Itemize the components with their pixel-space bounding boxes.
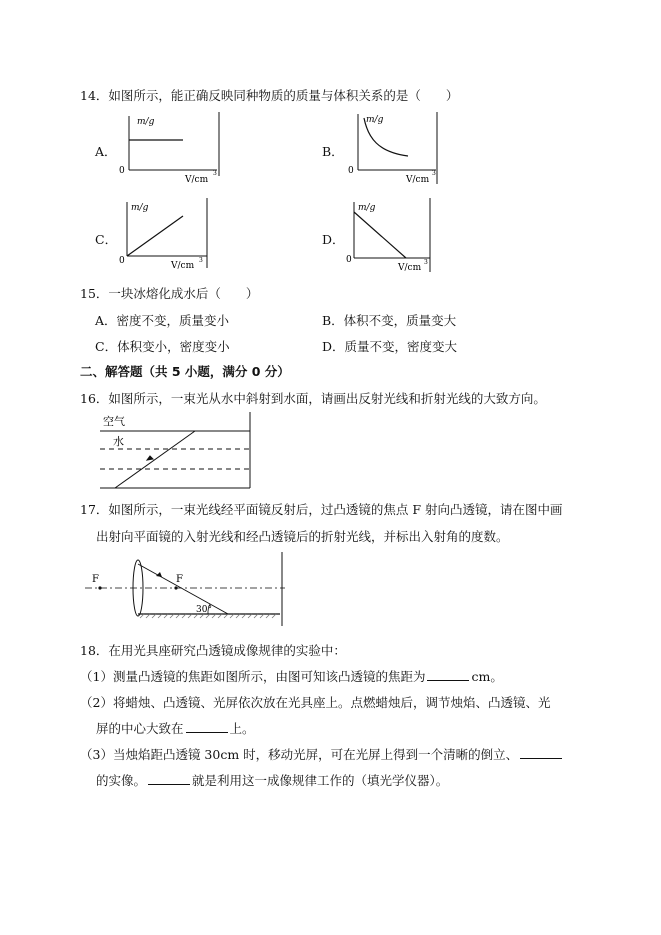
- graph-d-line: [354, 212, 406, 258]
- graph-d-y-label: m/g: [358, 203, 376, 213]
- graph-d: [344, 196, 444, 276]
- question-16-stem: 16．如图所示，一束光从水中斜射到水面，请画出反射光线和折射光线的大致方向。: [80, 391, 546, 406]
- graph-c-y-label: m/g: [131, 203, 149, 213]
- water-surface-diagram: [95, 410, 255, 490]
- q18-part1-text-b: cm。: [471, 669, 503, 684]
- graph-c: [115, 196, 215, 276]
- graph-d-origin: 0: [346, 255, 352, 265]
- lens-mirror-diagram: [80, 550, 290, 630]
- q15-option-a: A．密度不变，质量变小: [95, 313, 230, 328]
- q15-option-d: D．质量不变，密度变大: [322, 339, 458, 354]
- q18-part3-line2: [96, 771, 448, 789]
- graph-c-x-sup: 3: [199, 257, 203, 264]
- q18-part2-line1: （2）将蜡烛、凸透镜、光屏依次放在光具座上。点燃蜡烛后，调节烛焰、凸透镜、光: [80, 695, 551, 710]
- focus-right-label: F: [176, 574, 183, 585]
- graph-d-x-label: V/cm: [398, 263, 422, 273]
- air-label: 空气: [103, 415, 125, 428]
- graph-b-origin: 0: [348, 166, 354, 176]
- option-c-label: C．: [95, 232, 118, 247]
- graph-c-x-label: V/cm: [171, 261, 195, 271]
- q18-part2-text-c: 上。: [229, 721, 255, 736]
- angle-label: 30°: [196, 605, 212, 615]
- water-label: 水: [113, 435, 124, 448]
- graph-a-x-sup: 3: [213, 170, 217, 177]
- q18-part3-text-c: 就是利用这一成像规律工作的（填光学仪器）。: [192, 773, 449, 788]
- q18-part1: [80, 667, 503, 685]
- q18-part2-line2: [96, 719, 255, 737]
- graph-c-origin: 0: [119, 256, 125, 266]
- question-14-stem: 14．如图所示，能正确反映同种物质的质量与体积关系的是（ ）: [80, 88, 459, 103]
- q15-option-b: B．体积不变，质量变大: [322, 313, 457, 328]
- reflected-ray: [138, 564, 228, 614]
- focus-left-label: F: [92, 574, 99, 585]
- option-d-label: D．: [322, 232, 345, 247]
- graph-b-x-sup: 3: [432, 170, 436, 177]
- graph-c-line: [127, 216, 183, 256]
- q18-blank-2[interactable]: [186, 731, 228, 733]
- ray-arrow: [147, 456, 153, 460]
- question-18-stem: 18．在用光具座研究凸透镜成像规律的实验中：: [80, 643, 346, 658]
- graph-a-origin: 0: [119, 166, 125, 176]
- q18-part3-text-a: （3）当烛焰距凸透镜 30cm 时，移动光屏，可在光屏上得到一个清晰的倒立、: [80, 747, 519, 762]
- graph-b-y-label: m/g: [366, 115, 384, 125]
- q18-blank-4[interactable]: [148, 783, 190, 785]
- section-title: 二、解答题（共 5 小题，满分 0 分）: [80, 364, 290, 379]
- question-17-line2: 出射向平面镜的入射光线和经凸透镜后的折射光线，并标出入射角的度数。: [96, 529, 509, 544]
- question-15-stem: 15．一块冰熔化成水后（ ）: [80, 286, 259, 301]
- option-a-label: A．: [95, 144, 117, 159]
- graph-a-y-label: m/g: [137, 117, 155, 127]
- q15-option-c: C．体积变小，密度变小: [95, 339, 230, 354]
- graph-d-x-sup: 3: [424, 259, 428, 266]
- option-b-label: B．: [322, 144, 344, 159]
- q18-part1-text-a: （1）测量凸透镜的焦距如图所示，由图可知该凸透镜的焦距为: [80, 669, 426, 684]
- q18-part2-text-b: 屏的中心大致在: [96, 721, 184, 736]
- graph-b: [344, 108, 444, 188]
- incident-ray: [115, 431, 195, 488]
- question-17-line1: 17．如图所示，一束光线经平面镜反射后，过凸透镜的焦点 F 射向凸透镜，请在图中画: [80, 502, 563, 517]
- q18-part3-line1: [80, 745, 564, 763]
- graph-b-x-label: V/cm: [406, 175, 430, 185]
- graph-a-x-label: V/cm: [185, 175, 209, 184]
- q18-blank-3[interactable]: [520, 757, 562, 759]
- graph-a: [115, 108, 225, 184]
- q18-part3-text-b: 的实像。: [96, 773, 147, 788]
- q18-blank-1[interactable]: [427, 679, 469, 681]
